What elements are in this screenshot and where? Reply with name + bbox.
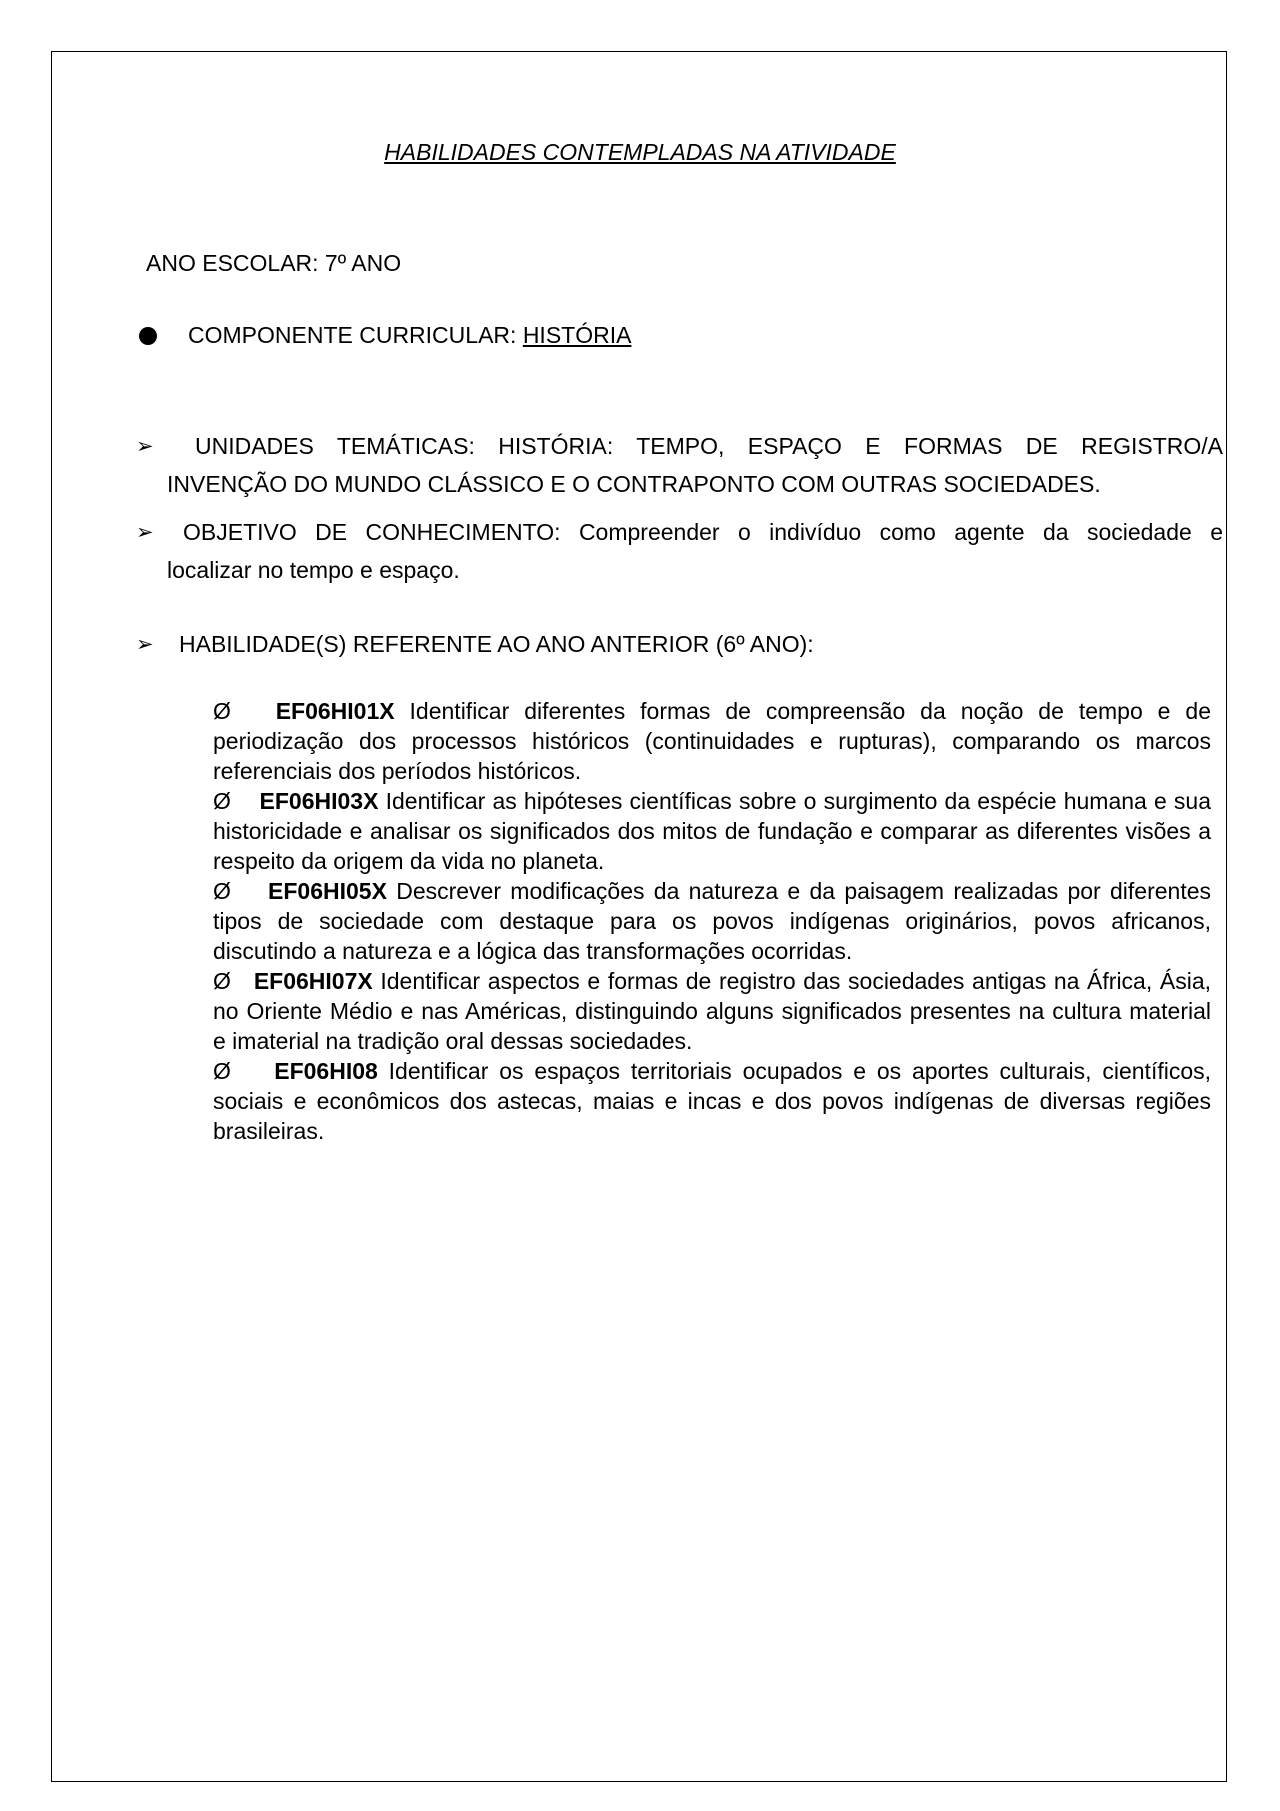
list-item bbox=[213, 966, 1211, 1056]
componente-curricular bbox=[188, 322, 631, 349]
skill-mark: Ø bbox=[213, 878, 231, 904]
arrow-bullet-icon: ➢ bbox=[136, 521, 154, 544]
componente-value: HISTÓRIA bbox=[522, 322, 632, 348]
componente-label: COMPONENTE CURRICULAR: bbox=[188, 322, 523, 348]
unidades-line-1: UNIDADES TEMÁTICAS: HISTÓRIA: TEMPO, ESPAÇO E FORMAS DE REGISTRO/A bbox=[195, 433, 1223, 459]
skill-code: EF06HI03X bbox=[259, 788, 379, 814]
skill-text: Descrever modificações da natureza e da paisagem realizadas por diferentes tipos de sociedade com destaque para os povos indígenas originários, povos africanos, discutindo a natureza e a lógica das transformações ocorridas. bbox=[213, 878, 1212, 964]
list-item bbox=[213, 876, 1211, 966]
skill-code: EF06HI07X bbox=[253, 968, 373, 994]
objetivo-line-2: localizar no tempo e espaço. bbox=[167, 557, 460, 583]
ano-escolar: ANO ESCOLAR: 7º ANO bbox=[146, 250, 402, 276]
skill-mark: Ø bbox=[213, 698, 231, 724]
unidades-line-2: INVENÇÃO DO MUNDO CLÁSSICO E O CONTRAPONTO COM OUTRAS SOCIEDADES. bbox=[167, 471, 1101, 497]
list-item bbox=[213, 696, 1211, 786]
list-item bbox=[213, 786, 1211, 876]
arrow-bullet-icon: ➢ bbox=[136, 435, 154, 458]
list-item bbox=[213, 1056, 1211, 1146]
skill-text: Identificar aspectos e formas de registro das sociedades antigas na África, Ásia, no Oriente Médio e nas Américas, distinguindo alguns significados presentes na cultura material e imaterial na tradição oral dessas sociedades. bbox=[213, 968, 1212, 1054]
skill-mark: Ø bbox=[213, 1058, 231, 1084]
skill-text: Identificar os espaços territoriais ocupados e os aportes culturais, científicos, sociais e econômicos dos astecas, maias e incas e dos povos indígenas de diversas regiões brasileiras. bbox=[213, 1058, 1212, 1144]
objetivo-line-1: OBJETIVO DE CONHECIMENTO: Compreender o indivíduo como agente da sociedade e bbox=[183, 519, 1223, 545]
skill-code: EF06HI08 bbox=[274, 1058, 378, 1084]
skill-code: EF06HI01X bbox=[275, 698, 395, 724]
skill-code: EF06HI05X bbox=[268, 878, 387, 904]
skill-text: Identificar as hipóteses científicas sobre o surgimento da espécie humana e sua historicidade e analisar os significados dos mitos de fundação e comparar as diferentes visões a respeito da origem da vida no planeta. bbox=[213, 788, 1212, 874]
skill-mark: Ø bbox=[213, 788, 231, 814]
skill-mark: Ø bbox=[213, 968, 231, 994]
skill-text: Identificar diferentes formas de compreensão da noção de tempo e de periodização dos processos históricos (continuidades e rupturas), comparando os marcos referenciais dos períodos históricos. bbox=[213, 698, 1211, 784]
arrow-bullet-icon: ➢ bbox=[136, 633, 154, 656]
skills-list bbox=[213, 696, 1211, 1146]
page-title: HABILIDADES CONTEMPLADAS NA ATIVIDADE bbox=[384, 139, 896, 165]
bullet-dot-icon bbox=[139, 327, 157, 345]
habilidade-heading: HABILIDADE(S) REFERENTE AO ANO ANTERIOR (6º ANO): bbox=[179, 631, 814, 657]
